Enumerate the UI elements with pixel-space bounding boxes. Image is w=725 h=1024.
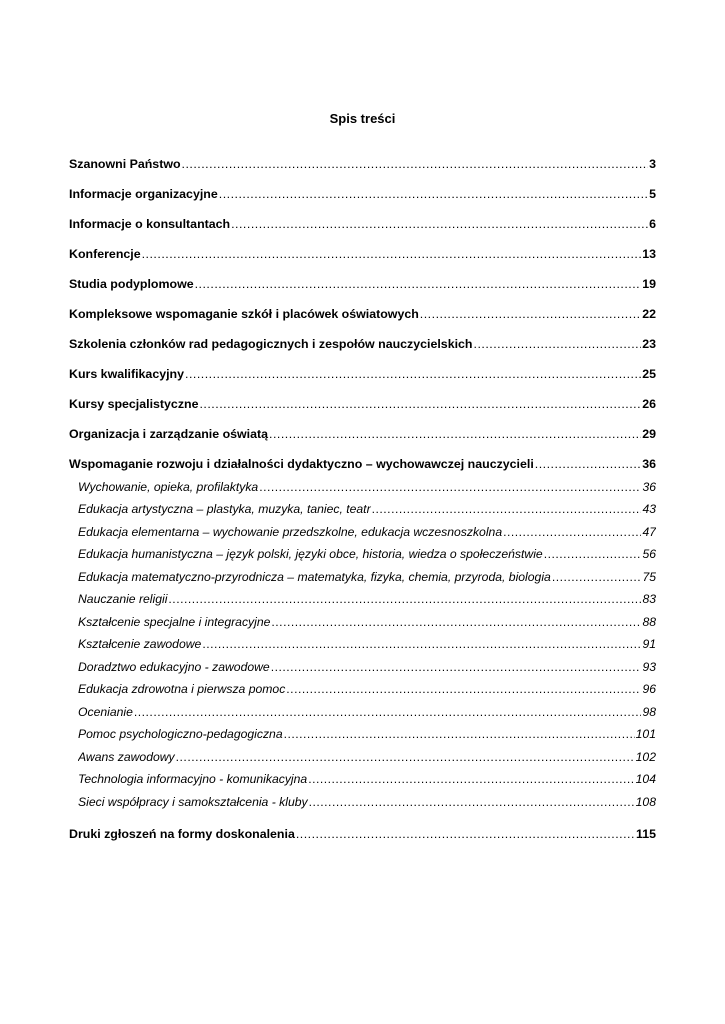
toc-entry-page: 25 (642, 367, 656, 381)
toc-entry-label: Wychowanie, opieka, profilaktyka (78, 480, 259, 494)
toc-entry-label: Nauczanie religii (78, 592, 168, 606)
toc-leader-dots (269, 425, 641, 443)
toc-leader-dots (182, 155, 649, 173)
toc-entry-label: Edukacja matematyczno-przyrodnicza – matematyka, fizyka, chemia, przyroda, biologia (78, 570, 551, 584)
toc-entry[interactable] (69, 425, 656, 443)
toc-entry[interactable] (69, 275, 656, 293)
toc-entry-page: 56 (642, 547, 656, 561)
toc-entry-page: 22 (642, 307, 656, 321)
toc-leader-dots (474, 335, 642, 353)
toc-entry-page: 104 (635, 772, 656, 786)
toc-subentry[interactable] (78, 770, 656, 788)
toc-entry-label: Doradztwo edukacyjno - zawodowe (78, 660, 270, 674)
toc-leader-dots (199, 395, 641, 413)
toc-leader-dots (185, 365, 641, 383)
toc-subentry[interactable] (78, 613, 656, 631)
toc-subentry[interactable] (78, 793, 656, 811)
toc-entry-label: Awans zawodowy (78, 750, 175, 764)
toc-entry-label: Edukacja humanistyczna – język polski, języki obce, historia, wiedza o społeczeństwie (78, 547, 543, 561)
toc-entry[interactable] (69, 825, 656, 843)
toc-entry-page: 91 (642, 637, 656, 651)
toc-subentry[interactable] (78, 748, 656, 766)
toc-entry-page: 93 (642, 660, 656, 674)
toc-leader-dots (176, 748, 635, 766)
toc-entry-page: 29 (642, 427, 656, 441)
toc-leader-dots (202, 635, 641, 653)
toc-entry-page: 5 (649, 187, 656, 201)
toc-entry-label: Kompleksowe wspomaganie szkół i placówek oświatowych (69, 307, 419, 321)
toc-subentry[interactable] (78, 703, 656, 721)
toc-entry-page: 96 (642, 682, 656, 696)
toc-entry-page: 36 (642, 480, 656, 494)
toc-leader-dots (286, 680, 641, 698)
toc-leader-dots (535, 455, 641, 473)
toc-entry-page: 98 (642, 705, 656, 719)
toc-entry-label: Informacje organizacyjne (69, 187, 218, 201)
toc-leader-dots (503, 523, 641, 541)
toc-entry-label: Druki zgłoszeń na formy doskonalenia (69, 827, 295, 841)
toc-subentry[interactable] (78, 635, 656, 653)
toc-entry-page: 6 (649, 217, 656, 231)
toc-leader-dots (259, 478, 641, 496)
toc-entry-label: Wspomaganie rozwoju i działalności dydaktyczno – wychowawczej nauczycieli (69, 457, 534, 471)
toc-entry[interactable] (69, 455, 656, 473)
toc-subentry[interactable] (78, 590, 656, 608)
toc-entry[interactable] (69, 245, 656, 263)
toc-leader-dots (231, 215, 648, 233)
toc-subentry[interactable] (78, 478, 656, 496)
toc-leader-dots (134, 703, 642, 721)
toc-entry-label: Informacje o konsultantach (69, 217, 231, 231)
toc-entry-page: 115 (636, 827, 656, 841)
toc-leader-dots (168, 590, 641, 608)
toc-leader-dots (284, 725, 635, 743)
toc-entry-page: 43 (642, 502, 656, 516)
toc-subentry[interactable] (78, 658, 656, 676)
toc-entry[interactable] (69, 305, 656, 323)
toc-title: Spis treści (329, 111, 396, 126)
toc-entry-label: Edukacja elementarna – wychowanie przedszkolne, edukacja wczesnoszkolna (78, 525, 503, 539)
toc-entry-label: Kształcenie specjalne i integracyjne (78, 615, 271, 629)
toc-entry-label: Sieci współpracy i samokształcenia - kluby (78, 795, 308, 809)
toc-leader-dots (142, 245, 642, 263)
toc-entry-page: 75 (642, 570, 656, 584)
toc-entry-label: Pomoc psychologiczno-pedagogiczna (78, 727, 283, 741)
toc-leader-dots (296, 825, 635, 843)
toc-subentry[interactable] (78, 568, 656, 586)
toc-leader-dots (420, 305, 641, 323)
toc-entry-page: 26 (642, 397, 656, 411)
toc-leader-dots (309, 793, 635, 811)
toc-entry[interactable] (69, 215, 656, 233)
toc-entry[interactable] (69, 335, 656, 353)
toc-subentry[interactable] (78, 523, 656, 541)
toc-entry-label: Ocenianie (78, 705, 133, 719)
toc-entry-page: 101 (635, 727, 656, 741)
toc-leader-dots (271, 613, 641, 631)
toc-leader-dots (271, 658, 642, 676)
toc-entry-label: Organizacja i zarządzanie oświatą (69, 427, 269, 441)
toc-subentry[interactable] (78, 725, 656, 743)
toc-entry-page: 23 (642, 337, 656, 351)
toc-entry-page: 83 (642, 592, 656, 606)
toc-entry-page: 47 (642, 525, 656, 539)
toc-entry-label: Szanowni Państwo (69, 157, 181, 171)
toc-entry-label: Kurs kwalifikacyjny (69, 367, 185, 381)
toc-leader-dots (195, 275, 642, 293)
toc-leader-dots (219, 185, 648, 203)
toc-entry-page: 3 (649, 157, 656, 171)
toc-leader-dots (544, 545, 642, 563)
toc-subentry[interactable] (78, 545, 656, 563)
toc-leader-dots (372, 500, 642, 518)
toc-entry-label: Kształcenie zawodowe (78, 637, 202, 651)
toc-leader-dots (552, 568, 642, 586)
toc-entry[interactable] (69, 395, 656, 413)
toc-entry-label: Konferencje (69, 247, 141, 261)
toc-entry-page: 102 (635, 750, 656, 764)
toc-entry-page: 13 (642, 247, 656, 261)
toc-entry-label: Kursy specjalistyczne (69, 397, 199, 411)
toc-entry-label: Edukacja zdrowotna i pierwsza pomoc (78, 682, 286, 696)
toc-entry-label: Edukacja artystyczna – plastyka, muzyka, taniec, teatr (78, 502, 371, 516)
toc-entry-page: 108 (635, 795, 656, 809)
toc-entry[interactable] (69, 365, 656, 383)
toc-subentry[interactable] (78, 500, 656, 518)
toc-entry-page: 88 (642, 615, 656, 629)
toc-entry-page: 19 (642, 277, 656, 291)
toc-entry-label: Studia podyplomowe (69, 277, 194, 291)
toc-leader-dots (308, 770, 634, 788)
toc-subentry[interactable] (78, 680, 656, 698)
toc-entry[interactable] (69, 155, 656, 173)
toc-entry-page: 36 (642, 457, 656, 471)
toc-entry[interactable] (69, 185, 656, 203)
toc-entry-label: Szkolenia członków rad pedagogicznych i zespołów nauczycielskich (69, 337, 473, 351)
toc-entry-label: Technologia informacyjno - komunikacyjna (78, 772, 308, 786)
